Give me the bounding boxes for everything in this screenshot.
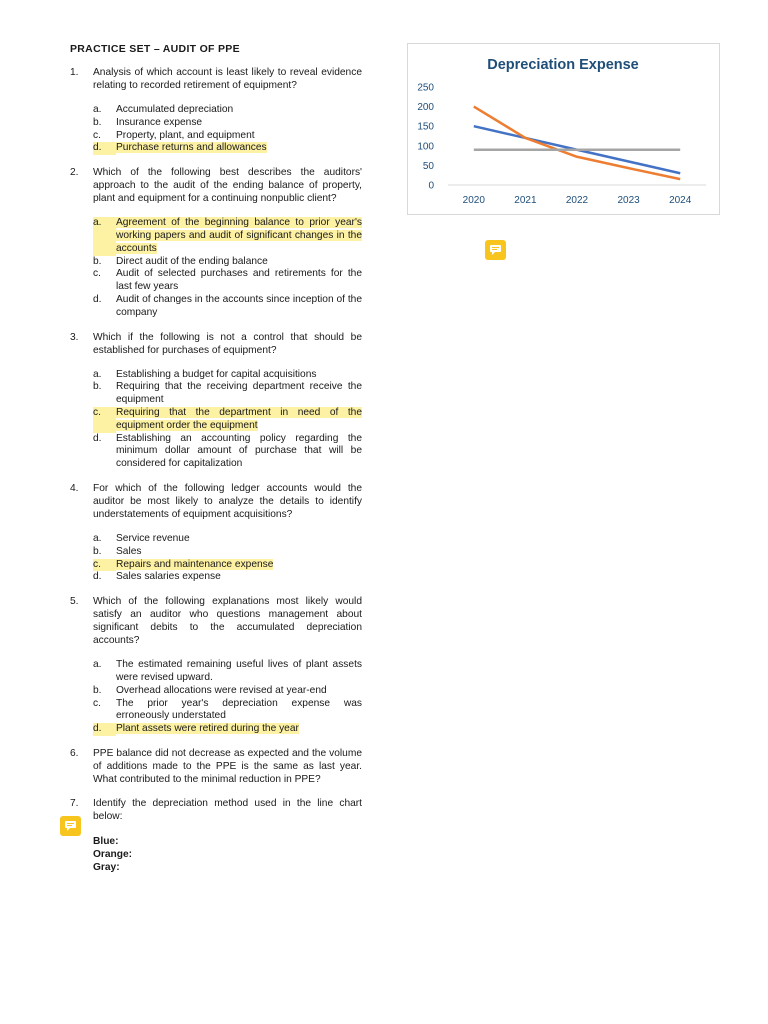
choice-text: Sales salaries expense [116, 571, 221, 583]
series-line-orange [474, 107, 680, 180]
highlighted-answer[interactable]: Plant assets were retired during the year [116, 723, 299, 735]
choice-text: Establishing an accounting policy regarding the minimum dollar amount of purchase that will be considered for capitalization [116, 432, 362, 470]
choice-text: Service revenue [116, 532, 190, 544]
answer-label-blue: Blue: [93, 835, 119, 847]
y-tick-labels [417, 83, 434, 192]
series-lines [474, 107, 680, 180]
y-tick-label: 100 [417, 141, 434, 153]
comment-icon[interactable] [485, 240, 506, 260]
choice-letter: d. [93, 432, 102, 444]
question-text: Which if the following is not a control that should be established for purchases of equipment? [93, 331, 362, 356]
choice-letter: c. [93, 407, 116, 433]
choice-letter: d. [93, 571, 102, 583]
question-5 [70, 595, 362, 736]
choice-item [93, 117, 362, 130]
choice-item-highlighted [93, 559, 362, 572]
y-tick-label: 0 [428, 180, 434, 192]
x-tick-label: 2020 [462, 195, 485, 206]
choice-letter: c. [93, 559, 116, 572]
choice-list [93, 104, 362, 155]
chart-title: Depreciation Expense [487, 57, 639, 73]
choice-letter: a. [93, 104, 102, 115]
choice-letter: b. [93, 684, 102, 696]
y-tick-label: 250 [417, 82, 434, 94]
question-text: Analysis of which account is least likely to reveal evidence relating to recorded retirement of equipment? [93, 67, 362, 91]
x-tick-labels [463, 195, 692, 206]
choice-letter: b. [93, 255, 102, 267]
choice-letter: b. [93, 116, 102, 128]
page-title: PRACTICE SET – AUDIT OF PPE [70, 43, 240, 55]
question-number: 5. [70, 596, 79, 608]
question-number: 1. [70, 67, 79, 78]
choice-item-highlighted [93, 407, 362, 433]
choice-item-highlighted [93, 723, 362, 736]
choice-text: Sales [116, 545, 142, 557]
question-number: 4. [70, 482, 79, 494]
question-3 [70, 331, 362, 471]
choice-letter: b. [93, 381, 102, 393]
choice-item [93, 533, 362, 546]
question-number: 7. [70, 797, 79, 809]
question-7 [70, 797, 362, 874]
answer-label-gray: Gray: [93, 861, 120, 873]
choice-text: Requiring that the receiving department receive the equipment [116, 381, 362, 406]
choice-text: Audit of changes in the accounts since inception of the company [116, 293, 362, 318]
choice-item [93, 381, 362, 407]
x-tick-label: 2023 [617, 195, 640, 206]
choice-item [93, 256, 362, 269]
choice-text: Accumulated depreciation [116, 104, 234, 115]
chart-svg [408, 44, 719, 214]
choice-letter: b. [93, 545, 102, 557]
highlighted-answer[interactable]: Agreement of the beginning balance to prior year's working papers and audit of significant changes in the accounts [116, 217, 362, 254]
y-tick-label: 200 [417, 102, 434, 114]
choice-text: The estimated remaining useful lives of plant assets were revised upward. [116, 659, 362, 683]
choice-item [93, 433, 362, 471]
choice-list [93, 533, 362, 584]
choice-item-highlighted [93, 217, 362, 255]
comment-icon[interactable] [60, 816, 81, 836]
y-tick-label: 150 [417, 121, 434, 133]
choice-item [93, 130, 362, 143]
highlighted-answer[interactable]: Repairs and maintenance expense [116, 558, 274, 570]
answer-lines [93, 835, 362, 874]
choice-item [93, 659, 362, 685]
question-6 [70, 747, 362, 786]
choice-letter: d. [93, 142, 116, 155]
choice-text: Establishing a budget for capital acquisitions [116, 368, 317, 380]
question-1 [70, 66, 362, 155]
choice-list [93, 659, 362, 736]
question-4 [70, 482, 362, 584]
choice-letter: a. [93, 368, 102, 380]
choice-item [93, 546, 362, 559]
choice-letter: d. [93, 723, 116, 736]
choice-item [93, 571, 362, 584]
choice-item [93, 294, 362, 320]
choice-item [93, 685, 362, 698]
choice-letter: d. [93, 293, 102, 305]
choice-letter: a. [93, 532, 102, 544]
question-2 [70, 166, 362, 319]
question-text: Which of the following explanations most likely would satisfy an auditor who questions management about significant debits to the accumulated depreciation accounts? [93, 596, 362, 647]
x-tick-label: 2024 [669, 195, 692, 206]
choice-text: Audit of selected purchases and retirements for the last few years [116, 268, 362, 293]
choice-letter: c. [93, 129, 101, 141]
question-text: PPE balance did not decrease as expected and the volume of additions made to the PPE is the same as last year. What contributed to the minimal reduction in PPE? [93, 747, 362, 785]
choice-item [93, 104, 362, 117]
answer-label-orange: Orange: [93, 848, 133, 860]
choice-text: Insurance expense [116, 116, 203, 128]
choice-letter: c. [93, 268, 101, 280]
choice-list [93, 369, 362, 471]
highlighted-answer[interactable]: Purchase returns and allowances [116, 142, 267, 154]
highlighted-answer[interactable]: Requiring that the department in need of the equipment order the equipment [116, 406, 362, 431]
x-tick-label: 2022 [565, 195, 589, 206]
choice-text: Overhead allocations were revised at year-end [116, 684, 327, 696]
question-text: For which of the following ledger accounts would the auditor be most likely to analyze the details to identify understatements of equipment acquisitions? [93, 482, 362, 520]
choice-letter: a. [93, 659, 102, 671]
choice-text: The prior year's depreciation expense was erroneously understated [116, 697, 362, 722]
depreciation-chart[interactable] [407, 43, 720, 215]
choice-item [93, 698, 362, 724]
choice-letter: c. [93, 697, 101, 709]
x-tick-label: 2021 [514, 195, 537, 206]
choice-list [93, 217, 362, 319]
question-number: 6. [70, 747, 79, 759]
y-tick-label: 50 [422, 160, 434, 172]
question-number: 3. [70, 331, 79, 343]
question-number: 2. [70, 167, 79, 179]
choice-text: Direct audit of the ending balance [116, 255, 268, 267]
question-text: Identify the depreciation method used in the line chart below: [93, 797, 362, 822]
question-text: Which of the following best describes the auditors' approach to the audit of the ending balance of property, plant and equipment for a continuing nonpublic client? [93, 167, 362, 205]
question-list [70, 66, 362, 885]
choice-text: Property, plant, and equipment [116, 129, 255, 141]
choice-item [93, 268, 362, 294]
choice-item-highlighted [93, 142, 362, 155]
choice-letter: a. [93, 217, 116, 255]
choice-item [93, 369, 362, 382]
